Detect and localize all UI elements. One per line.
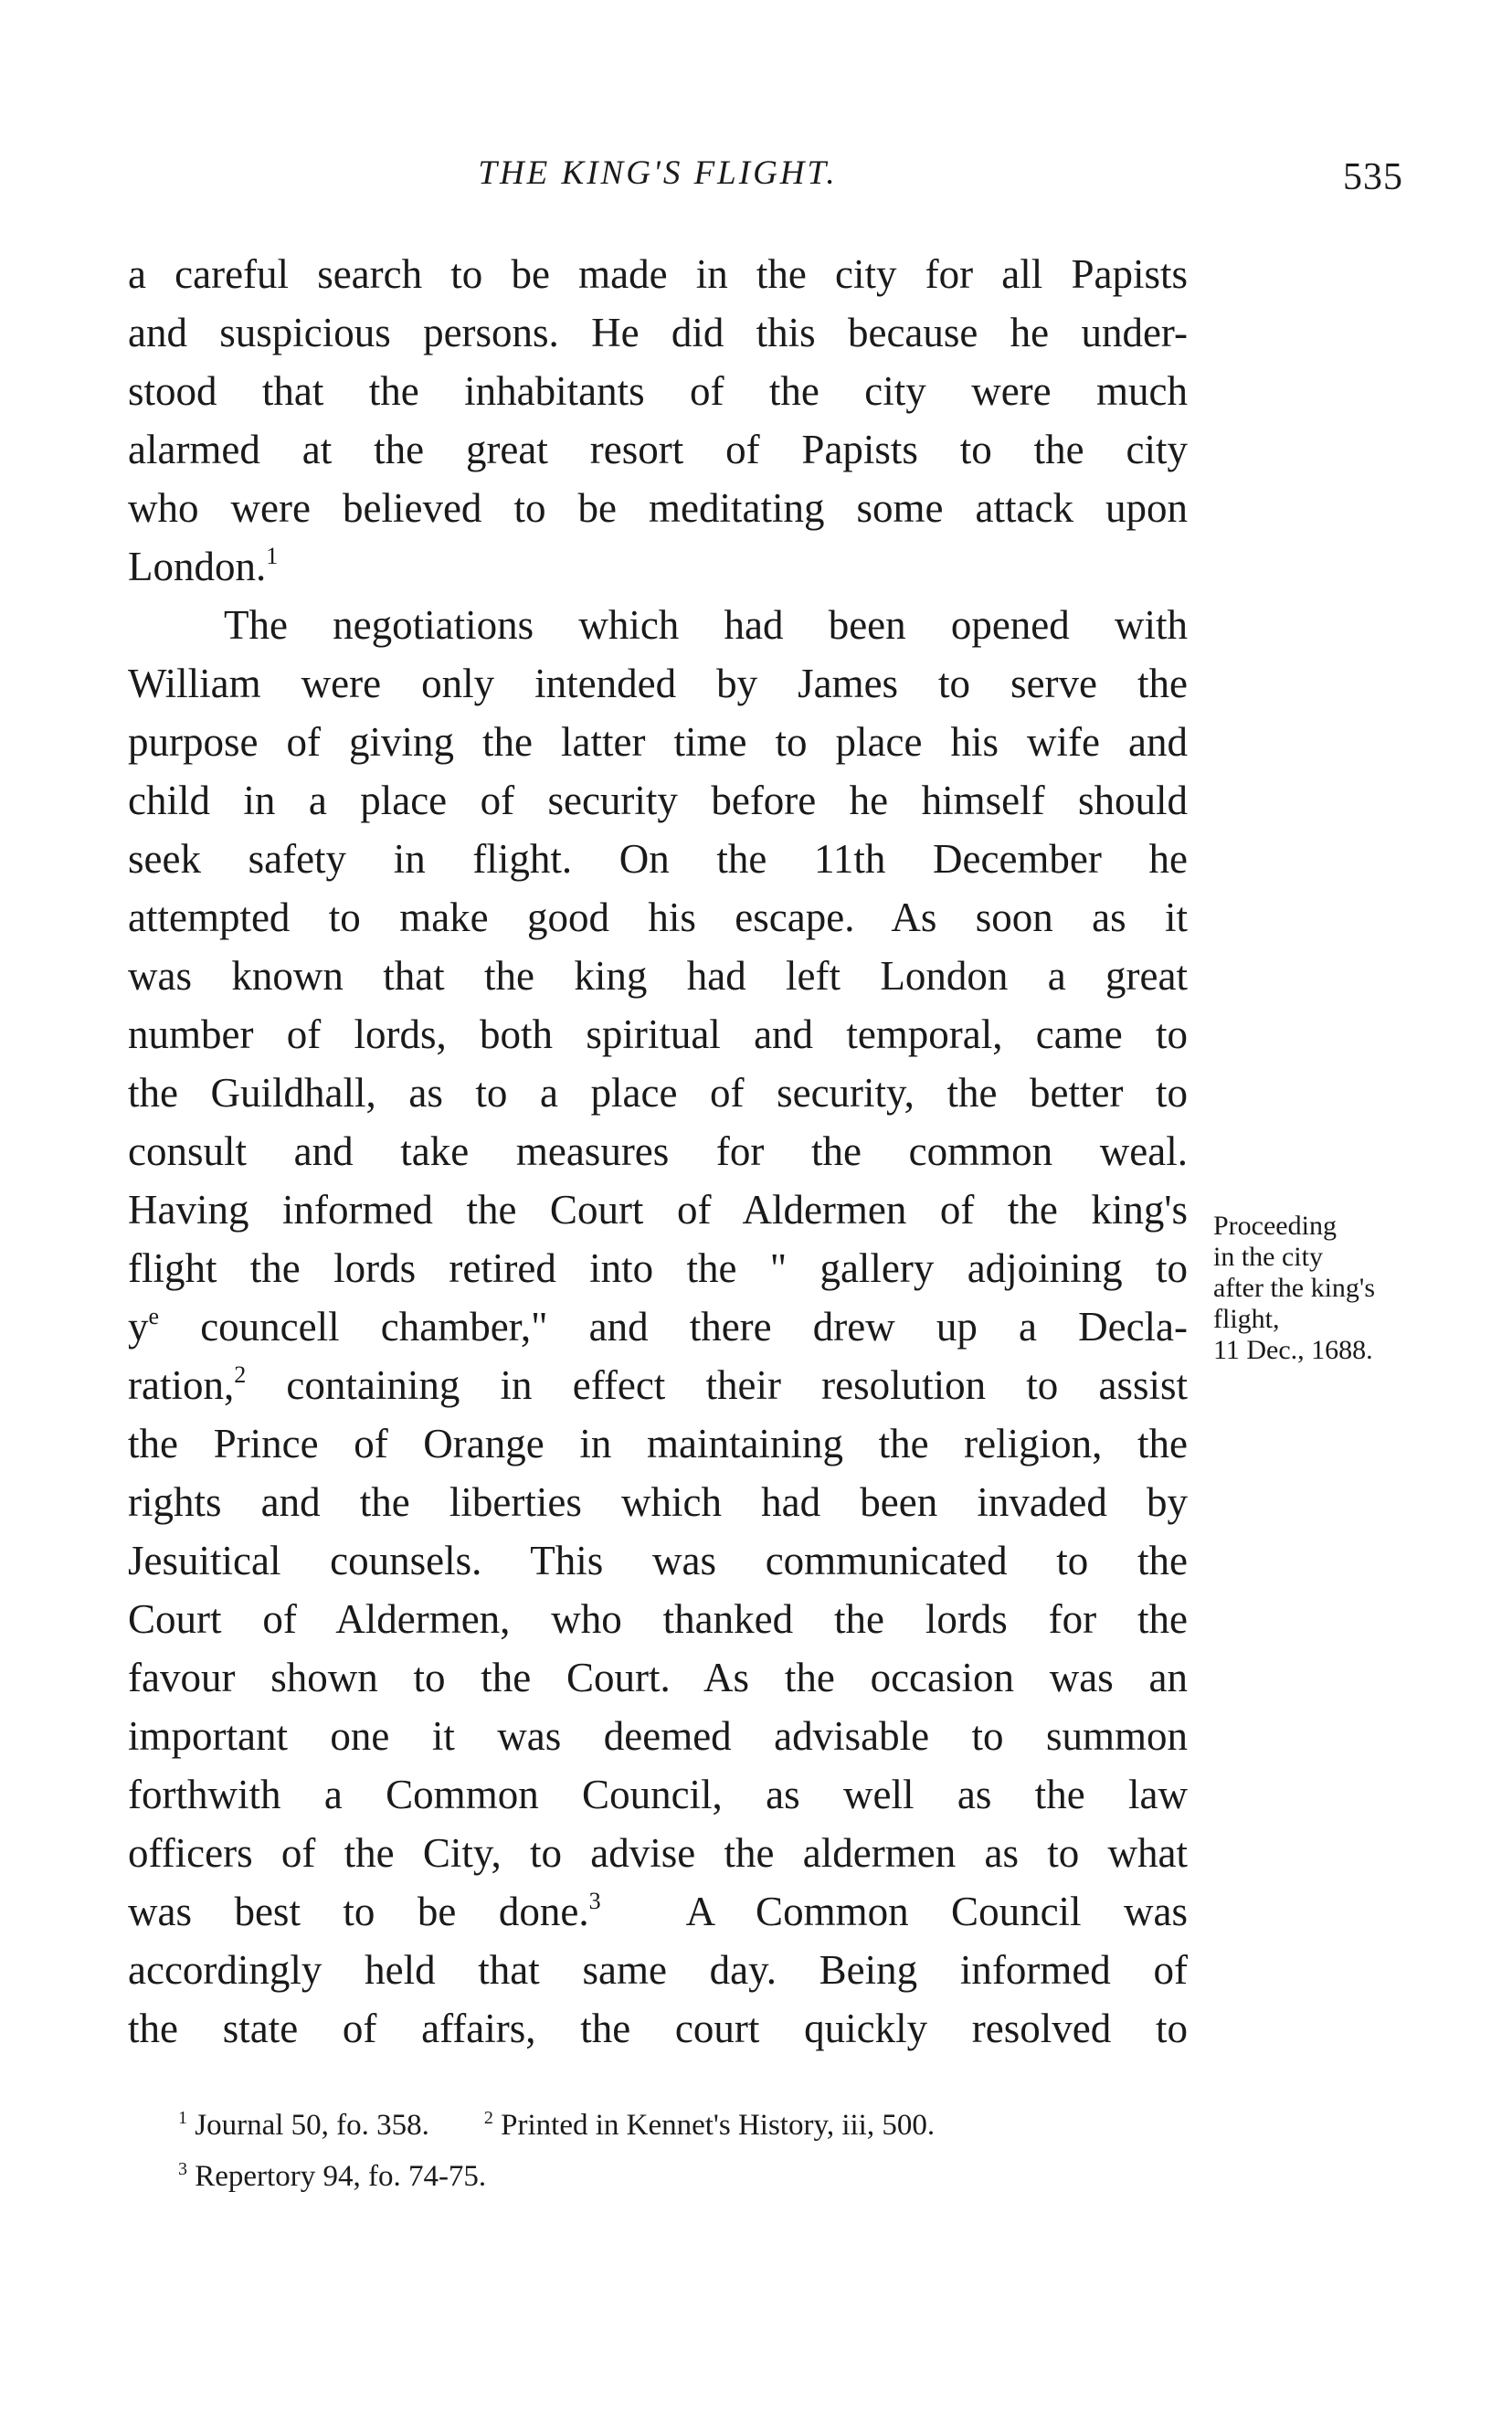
text-fragment: London. (128, 544, 267, 589)
text-fragment: was best to be done. (128, 1889, 589, 1934)
text-line: alarmed at the great resort of Papists to the city (128, 427, 1188, 472)
text-line: seek safety in flight. On the 11th December he (128, 836, 1188, 882)
text-line (128, 1882, 1188, 1941)
text-fragment: ration, (128, 1362, 235, 1408)
text-line (128, 537, 1188, 596)
ye-abbreviation (128, 1304, 159, 1350)
text-line: important one it was deemed advisable to summon (128, 1713, 1188, 1759)
text-line (128, 1297, 1188, 1356)
text-line: consult and take measures for the common weal. (128, 1128, 1188, 1174)
margin-note-line: in the city (1213, 1242, 1323, 1272)
footnote-text: Journal 50, fo. 358. (195, 2109, 429, 2142)
text-line: who were believed to be meditating some attack upon (128, 485, 1188, 531)
margin-note-line: 11 Dec., 1688. (1213, 1335, 1373, 1365)
margin-note-line: Proceeding (1213, 1211, 1337, 1241)
footnote-text: Repertory 94, fo. 74-75. (195, 2160, 487, 2193)
text-line: Jesuitical counsels. This was communicated to the (128, 1538, 1188, 1583)
text-line: William were only intended by James to serve the (128, 661, 1188, 706)
footnote-mark: 1 (266, 543, 279, 569)
text-line: was known that the king had left London a great (128, 953, 1188, 999)
margin-note (1213, 1211, 1478, 1366)
text-line: stood that the inhabitants of the city were much (128, 368, 1188, 414)
text-line: and suspicious persons. He did this because he under- (128, 310, 1188, 355)
paragraph-start-line: The negotiations which had been opened with (224, 602, 1188, 648)
footnote-mark: 3 (588, 1888, 601, 1914)
text-line: accordingly held that same day. Being informed of (128, 1947, 1188, 1993)
text-line: the state of affairs, the court quickly resolved to (128, 2006, 1188, 2051)
superscript-letter: e (148, 1303, 160, 1329)
text-line: Court of Aldermen, who thanked the lords for the (128, 1596, 1188, 1642)
text-fragment: containing in effect their resolution to assist (286, 1362, 1188, 1408)
text-line: the Guildhall, as to a place of security, the better to (128, 1070, 1188, 1116)
running-header: THE KING'S FLIGHT. (478, 154, 838, 192)
body-text (128, 245, 1188, 2058)
page-number: 535 (1343, 156, 1403, 198)
text-line: the Prince of Orange in maintaining the religion, the (128, 1421, 1188, 1466)
text-line: number of lords, both spiritual and temporal, came to (128, 1011, 1188, 1057)
footnote-row (178, 2151, 1183, 2202)
text-line: forthwith a Common Council, as well as the law (128, 1772, 1188, 1817)
footnote-text: Printed in Kennet's History, iii, 500. (501, 2109, 936, 2142)
footnotes (178, 2100, 1183, 2202)
text-line: attempted to make good his escape. As soon as it (128, 895, 1188, 940)
footnote-row (178, 2100, 1183, 2151)
margin-note-line: after the king's (1213, 1273, 1376, 1303)
text-line (128, 1356, 1188, 1414)
text-fragment: y (128, 1304, 149, 1350)
footnote-number: 2 (483, 2108, 493, 2128)
text-line: purpose of giving the latter time to place his wife and (128, 719, 1188, 765)
text-line: officers of the City, to advise the aldermen as to what (128, 1830, 1188, 1876)
text-line: a careful search to be made in the city for all Papists (128, 251, 1188, 297)
text-line: rights and the liberties which had been invaded by (128, 1479, 1188, 1525)
text-line: child in a place of security before he himself should (128, 778, 1188, 823)
footnote-number: 1 (178, 2108, 187, 2128)
text-fragment: councell chamber," and there drew up a Decla- (200, 1304, 1189, 1350)
text-fragment: A Common Council was (685, 1889, 1189, 1934)
text-line: favour shown to the Court. As the occasion was an (128, 1655, 1188, 1700)
footnote-mark: 2 (234, 1361, 247, 1388)
text-line: flight the lords retired into the " gallery adjoining to (128, 1245, 1188, 1291)
footnote-number: 3 (178, 2159, 187, 2179)
text-line: Having informed the Court of Aldermen of the king's (128, 1187, 1188, 1233)
margin-note-line: flight, (1213, 1304, 1280, 1334)
